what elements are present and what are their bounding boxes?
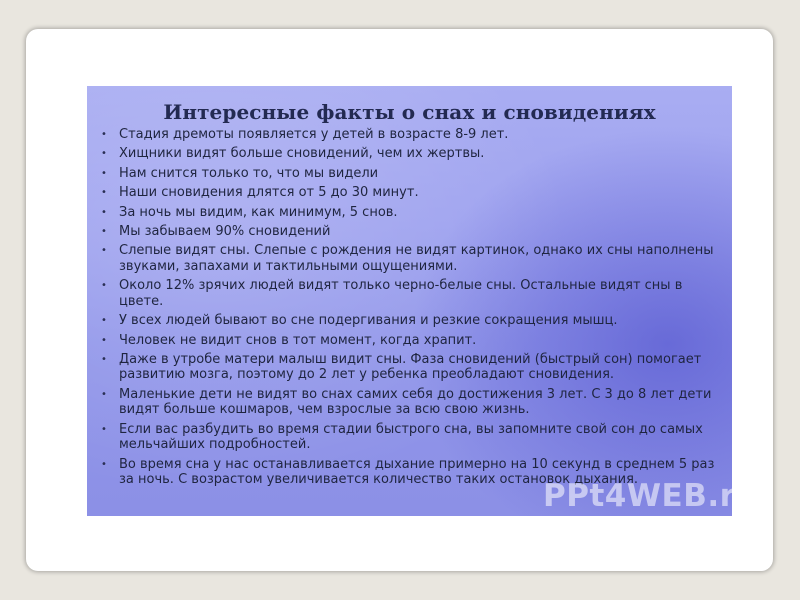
bullet-icon: • (101, 187, 107, 199)
fact-text: Человек не видит снов в тот момент, когда храпит. (119, 332, 477, 348)
fact-text: Во время сна у нас останавливается дыхание примерно на 10 секунд в среднем 5 раз за ночь. С возрастом увеличивается количество таких остановок дыхания. (119, 456, 715, 488)
slide-title: Интересные факты о снах и сновидениях (163, 100, 656, 124)
bullet-icon: • (101, 225, 107, 237)
bullet-icon: • (101, 167, 107, 179)
bullet-icon: • (101, 245, 107, 257)
fact-item (99, 387, 719, 418)
bullet-icon: • (101, 206, 107, 218)
bullet-icon: • (101, 148, 107, 160)
bullet-icon: • (101, 353, 107, 365)
fact-text: Если вас разбудить во время стадии быстрого сна, вы запомните свой сон до самых мельчайших подробностей. (119, 421, 703, 453)
slide-card (26, 29, 773, 571)
fact-item (99, 278, 719, 309)
fact-text: Нам снится только то, что мы видели (119, 165, 379, 181)
bullet-icon: • (101, 388, 107, 400)
bullet-icon: • (101, 334, 107, 346)
fact-item (99, 185, 719, 201)
fact-text: У всех людей бывают во сне подергивания и резкие сокращения мышц. (119, 313, 618, 329)
bullet-icon: • (101, 280, 107, 292)
fact-text: Слепые видят сны. Слепые с рождения не видят картинок, однако их сны наполнены звуками, запахами и тактильными ощущениями. (119, 243, 714, 274)
fact-text: Стадия дремоты появляется у детей в возрасте 8-9 лет. (119, 127, 509, 142)
fact-text: Мы забываем 90% сновидений (119, 223, 331, 239)
fact-item (99, 352, 719, 383)
fact-item (99, 333, 719, 349)
fact-item (99, 127, 719, 143)
fact-item (99, 205, 719, 221)
fact-text: Хищники видят больше сновидений, чем их жертвы. (119, 146, 485, 162)
fact-item (99, 166, 719, 182)
fact-text: Маленькие дети не видят во снах самих себя до достижения 3 лет. С 3 до 8 лет дети видят больше кошмаров, чем взрослые за всю свою жизнь. (119, 386, 712, 418)
slide-image (87, 86, 758, 516)
fact-item (99, 146, 719, 162)
facts-list (99, 127, 719, 491)
bullet-icon: • (101, 458, 107, 470)
bullet-icon: • (101, 315, 107, 327)
fact-text: За ночь мы видим, как минимум, 5 снов. (119, 204, 398, 220)
watermark: PPt4WEB.ru (543, 478, 758, 514)
fact-text: Наши сновидения длятся от 5 до 30 минут. (119, 185, 419, 201)
fact-text: Около 12% зрячих людей видят только черно-белые сны. Остальные видят сны в цвете. (119, 278, 683, 309)
fact-item (99, 243, 719, 274)
fact-item (99, 224, 719, 240)
fact-item (99, 422, 719, 453)
fact-item (99, 313, 719, 329)
fact-text: Даже в утробе матери малыш видит сны. Фаза сновидений (быстрый сон) помогает развитию мозга, поэтому до 2 лет у ребенка преобладают сновидения. (119, 351, 702, 383)
bullet-icon: • (101, 129, 107, 140)
bullet-icon: • (101, 423, 107, 435)
